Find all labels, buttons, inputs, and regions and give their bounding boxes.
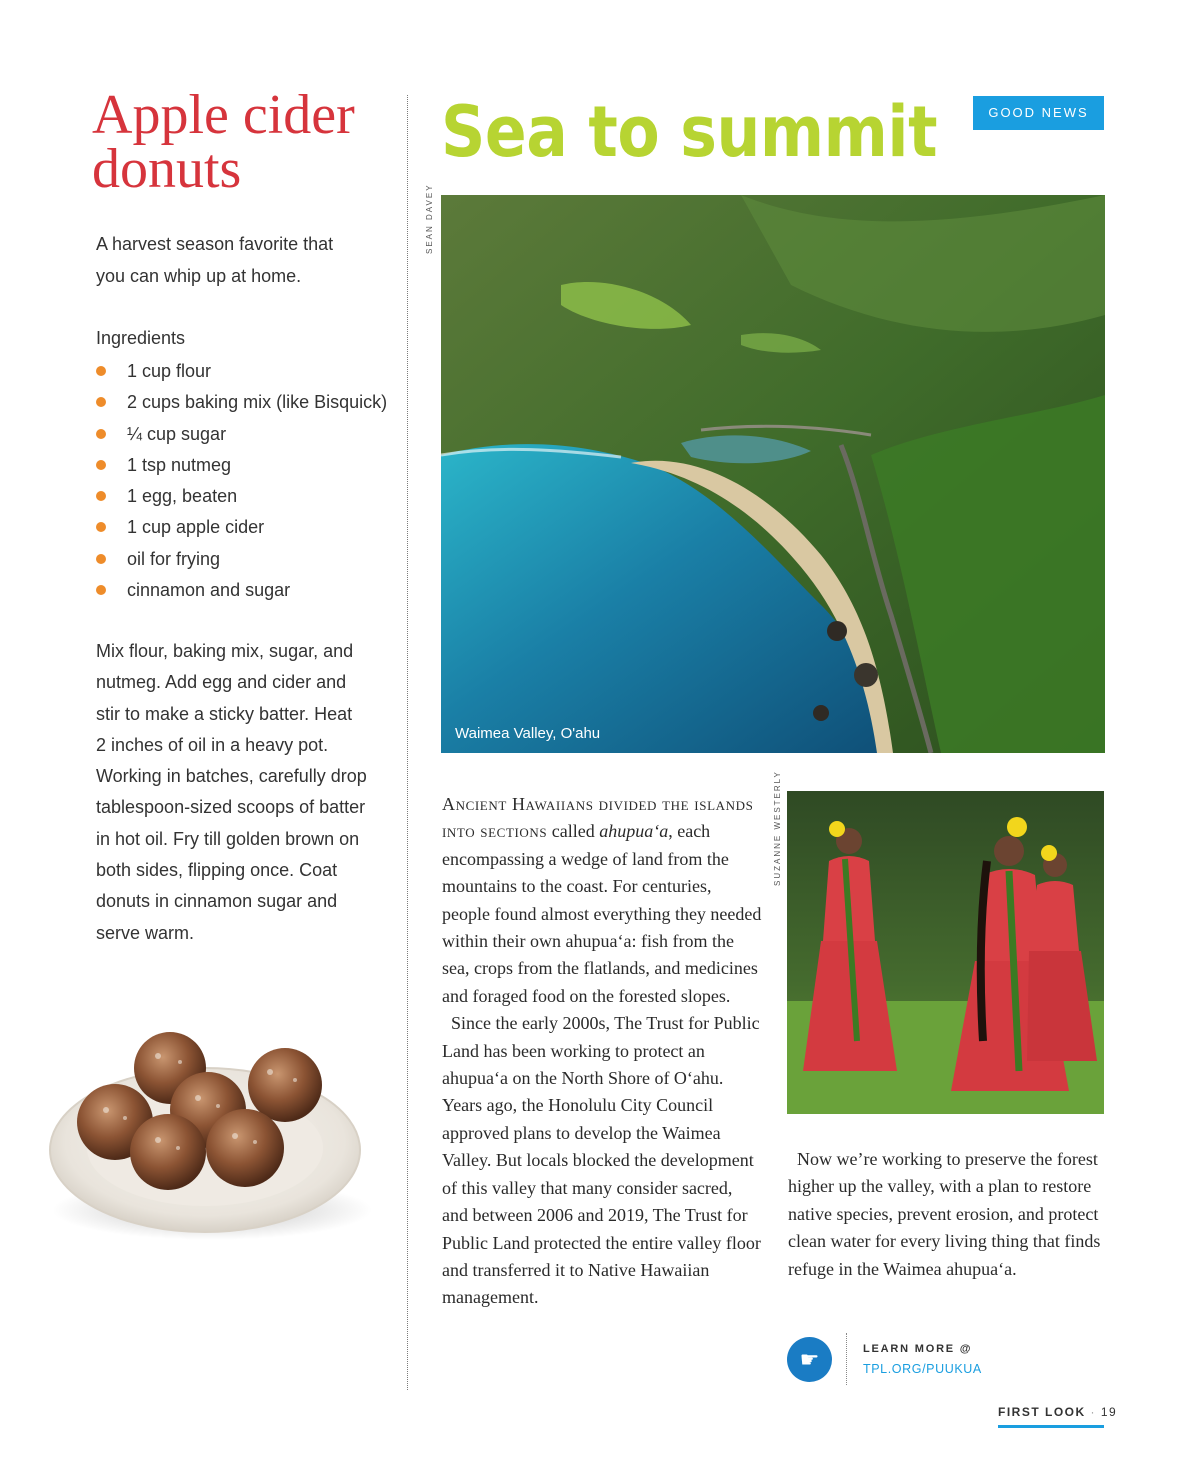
hula-dancers-photo <box>787 791 1104 1114</box>
lead-paragraph: Ancient Hawaiians divided the islands into sections called ahupua‘a, each encompassing a wedge of land from the mountains to the coast. For centuries, people found almost everything they needed within their own ahupua‘a: fish from the sea, crops from the flatlands, and medicines and foraged food on the forested slopes. <box>442 794 762 1006</box>
bullet-icon <box>96 397 106 407</box>
article-body-left <box>442 791 762 1312</box>
recipe-intro <box>96 228 386 292</box>
photo-credit-hula: SUZANNE WESTERLY <box>773 770 782 886</box>
feature-title: Sea to summit <box>441 91 938 173</box>
bullet-icon <box>96 522 106 532</box>
ingredient-item: 2 cups baking mix (like Bisquick) <box>96 387 396 418</box>
recipe-title <box>92 84 392 200</box>
bullet-icon <box>96 491 106 501</box>
paragraph-2: Since the early 2000s, The Trust for Public Land has been working to protect an ahupua‘a on the North Shore of O‘ahu. Years ago, the Honolulu City Council approved plans to develop the Waimea Valley. But locals blocked the development of this valley that many consider sacred, and between 2006 and 2019, The Trust for Public Land protected the entire valley floor and transferred it to Native Hawaiian management. <box>442 1013 761 1308</box>
ingredient-item: 1 egg, beaten <box>96 481 396 512</box>
ingredient-item: 1 cup apple cider <box>96 512 396 543</box>
bullet-icon <box>96 554 106 564</box>
learn-more-label: LEARN MORE @ <box>863 1343 973 1355</box>
ingredient-item: cinnamon and sugar <box>96 575 396 606</box>
learn-more-link[interactable]: TPL.ORG/PUUKUA <box>863 1362 982 1376</box>
ingredient-item: 1 tsp nutmeg <box>96 450 396 481</box>
page-footer <box>998 1405 1118 1419</box>
ingredient-item: 1 cup flour <box>96 356 396 387</box>
footer-separator: · <box>1090 1405 1097 1419</box>
pointing-hand-icon[interactable]: ☛ <box>787 1337 832 1382</box>
page-number: 19 <box>1100 1405 1118 1419</box>
footer-rule <box>998 1425 1104 1428</box>
footer-section: FIRST LOOK <box>998 1405 1086 1419</box>
lead-smallcaps: Ancient Hawaiians divided the islands into sections <box>442 794 754 842</box>
recipe-intro-line-1: A harvest season favorite that <box>96 234 334 254</box>
ingredients-heading: Ingredients <box>96 328 186 348</box>
lead-italic-term: ahupua‘a <box>599 821 669 842</box>
learn-more-divider <box>846 1333 847 1385</box>
recipe-title-line-2: donuts <box>92 138 242 200</box>
bullet-icon <box>96 366 106 376</box>
ingredients-list <box>96 356 396 606</box>
recipe-intro-line-2: you can whip up at home. <box>96 266 302 286</box>
ingredient-item: ¼ cup sugar <box>96 419 396 450</box>
column-divider <box>407 95 408 1390</box>
bullet-icon <box>96 429 106 439</box>
paragraph-3: Now we’re working to preserve the forest higher up the valley, with a plan to restore native species, prevent erosion, and protect clean water for every living thing that finds refuge in the Waimea ahupua‘a. <box>788 1149 1101 1279</box>
photo-credit-aerial: SEAN DAVEY <box>425 183 434 254</box>
recipe-method: Mix flour, baking mix, sugar, and nutmeg. Add egg and cider and stir to make a sticky batter. Heat 2 inches of oil in a heavy pot. Working in batches, carefully drop tablespoon-sized scoops of batter in hot oil. Fry till golden brown on both sides, flipping once. Coat donuts in cinnamon sugar and serve warm. <box>96 641 367 943</box>
aerial-photo <box>441 195 1105 753</box>
good-news-badge: GOOD NEWS <box>973 96 1104 130</box>
ingredient-item: oil for frying <box>96 544 396 575</box>
bullet-icon <box>96 585 106 595</box>
recipe-title-line-1: Apple cider <box>92 84 355 146</box>
photo-caption: Waimea Valley, O'ahu <box>455 725 601 742</box>
bullet-icon <box>96 460 106 470</box>
donut-plate-photo <box>40 1010 380 1250</box>
